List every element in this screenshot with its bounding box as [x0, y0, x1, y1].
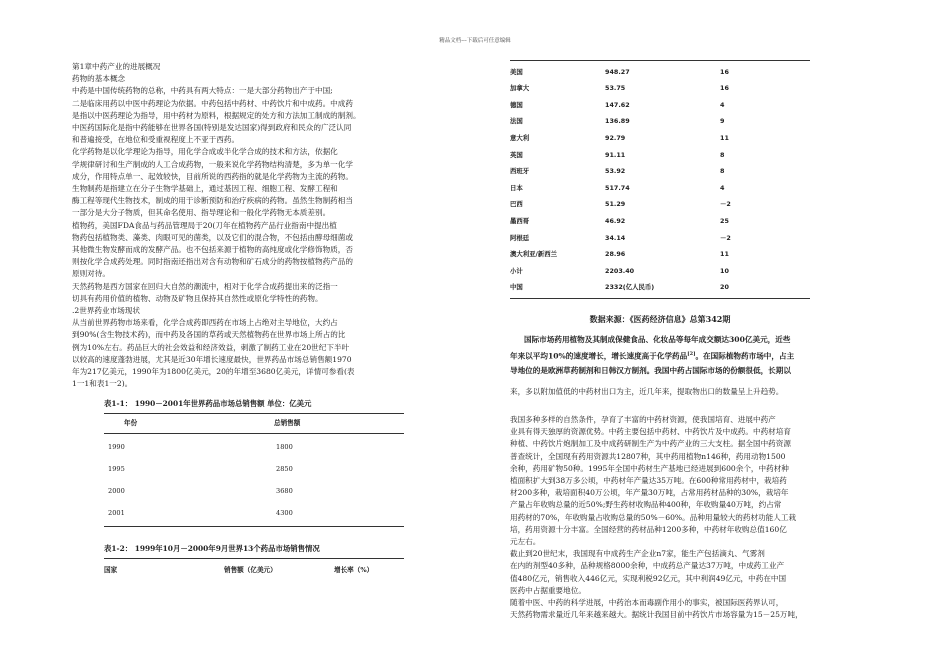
table-row	[510, 113, 810, 130]
table-cell: 法国	[510, 117, 523, 126]
section-title: 药物的基本概念	[72, 74, 126, 84]
bold-text-line: 国际市场药用植物及其制成保健食品、化妆品等每年成交额达300亿美元，近些	[524, 335, 791, 345]
table-cell: 9	[720, 117, 725, 126]
text-line: 种植、中药饮片炮制加工及中成药研制生产为中药产业的三大支柱。据全国中药资源	[510, 439, 791, 449]
table-cell: 517.74	[605, 183, 630, 192]
text-line: 到90%(含生物技术药)，而中药及各国的草药或天然植物药在世界市场上所占的比	[72, 330, 346, 340]
text-line: 随着中医、中药的科学进展，中药治本而毒副作用小的事实，被国际医药界认可，	[510, 598, 784, 608]
table-row	[510, 246, 810, 263]
table-cell: 2000	[108, 486, 125, 495]
citation: [2]	[687, 351, 696, 358]
text-line: 则按化学合成药处理。同时指南还指出对含有动物和矿石成分的药物按植物药产品的	[72, 257, 353, 267]
rule	[104, 413, 404, 414]
table-1-rows	[104, 436, 404, 524]
text-line: 来，多以附加值低的中药材出口为主，近几年来，提取物出口的数量呈上升趋势。	[510, 386, 784, 396]
table-cell: 948.27	[605, 67, 630, 76]
text-line: 物药包括植物类、藻类、肉眼可见的菌类，以及它们的混合物，不包括由酵母细菌或	[72, 232, 353, 242]
left-column	[72, 61, 462, 579]
table-cell: 136.89	[605, 117, 630, 126]
table-cell: 美国	[510, 67, 523, 76]
table-cell: 1995	[108, 464, 125, 473]
table-row	[510, 213, 810, 230]
text-line: 我国多种多样的自然条件，孕育了丰富的中药材资源，使我国培育、进展中药产	[510, 415, 776, 425]
table-cell: 2850	[276, 464, 293, 473]
column-header: 年份	[124, 419, 138, 428]
table-cell: 日本	[510, 183, 523, 192]
text-line: 材200多种，栽培面积40万公顷，年产量30万吨，占常用药材品种的30%，栽培年	[510, 488, 789, 498]
table-cell: 2001	[108, 508, 125, 517]
text-line: 截止到20世纪末，我国现有中成药生产企业n7家，能生产包括滴丸、气雾剂	[510, 549, 765, 559]
text-line: 植面积扩大到38万多公顷，中药材年产量达35万吨。在600种常用药材中，栽培药	[510, 476, 787, 486]
text-line: 原则对待。	[72, 269, 110, 279]
table-cell: 德国	[510, 100, 523, 109]
text-line: 普查统计，全国现有药用资源共12807种，其中药用植物n146种，药用动物1500	[510, 451, 786, 461]
table-cell: 25	[720, 216, 729, 225]
text-line: 天然药物是西方国家在回归大自然的潮流中，相对于化学合成药提出来的泛指一	[72, 281, 338, 291]
table-cell: 20	[720, 283, 729, 292]
text-line: 是指以中医药理论为指导，用中药材为原料，根据规定的处方和方法加工制成的制剂。	[72, 110, 361, 120]
body-paragraphs	[510, 414, 810, 621]
table-cell: 4	[720, 100, 725, 109]
column-header: 增长率（%）	[334, 565, 374, 574]
table-cell: 46.92	[605, 216, 626, 225]
text-line: 酶工程等现代生物技术，制成的用于诊断预防和治疗疾病的药物。虽然生物制药相当	[72, 196, 353, 206]
text-line: 植物药，美国FDA食品与药品管理局于20(刀年在植物药产品行业指南中提出植	[72, 220, 337, 230]
text-line: 1一1和表1一2)。	[72, 379, 133, 389]
rule	[510, 60, 810, 61]
table-cell: 11	[720, 250, 729, 259]
column-header: 销售额（亿美元）	[224, 565, 277, 574]
text-line: 中医药国际化是指中药能够在世界各国(特别是发达国家)得到政府和民众的广泛认同	[72, 123, 352, 133]
table-cell: 巴西	[510, 200, 523, 209]
table-cell: 加拿大	[510, 84, 530, 93]
text-line: 天然药物需求量近几年来越来越大。据统计我国目前中药饮片市场容量为15－25万吨，	[510, 610, 803, 620]
chapter-title: 第1章中药产业的进展概况	[72, 62, 161, 71]
data-source: 数据来源：《医药经济信息》总第342期	[589, 314, 731, 325]
table-2-caption: 表1-2： 1999年10月－2000年9月世界13个药品市场销售情况	[104, 544, 320, 554]
table-row	[510, 97, 810, 114]
table-cell: 51.29	[605, 200, 626, 209]
text-line: 医药中占据重要地位。	[510, 585, 586, 595]
table-cell: 中国	[510, 283, 523, 292]
table-cell: 西班牙	[510, 167, 530, 176]
table-row	[510, 130, 810, 147]
table-cell: 8	[720, 150, 725, 159]
table-cell: 53.75	[605, 84, 626, 93]
text-line: 成分，作用特点单一、起效较快，目前所说的西药指的就是化学药物为主流的药物。	[72, 171, 353, 181]
bold-text-line	[510, 347, 810, 364]
text-line: 值480亿元，销售收入446亿元，实现利税92亿元，其中利润49亿元，中药在中国	[510, 573, 787, 583]
text-line: 以较高的速度蓬勃进展，尤其是近30年增长速度最快，世界药品市场总销售额1970	[72, 354, 352, 364]
table-cell: 阿根廷	[510, 233, 530, 242]
text-line: 业具有得天独厚的资源优势。中药主要包括中药材、中药饮片及中成药。中药材培育	[510, 427, 791, 437]
table-row	[510, 63, 810, 80]
table-cell: 墨西哥	[510, 216, 530, 225]
table-cell: 92.79	[605, 133, 626, 142]
table-cell: 147.62	[605, 100, 630, 109]
table-2-header	[104, 561, 404, 579]
table-cell: －2	[720, 200, 731, 209]
rule	[104, 526, 404, 527]
text-line: 化学药物是以化学理论为指导，用化学合成或半化学合成的技术和方法，依据化	[72, 147, 338, 157]
text-line: 二是临床用药以中医中药理论为依据。中药包括中药材、中药饮片和中成药。中成药	[72, 98, 353, 108]
table-row	[510, 279, 810, 296]
table-cell: 34.14	[605, 233, 626, 242]
table-cell: 小计	[510, 266, 523, 275]
table-row	[510, 180, 810, 197]
table-1-caption: 表1-1： 1990－2001年世界药品市场总销售额 单位：亿美元	[104, 399, 312, 409]
table-cell: 1990	[108, 442, 125, 451]
table-cell: 10	[720, 266, 729, 275]
table-cell: 16	[720, 67, 729, 76]
text-line: 中药是中国传统药物的总称，中药具有两大特点：一是大部分药物出产于中国;	[72, 86, 333, 96]
text-line: 其他微生物发酵而成的发酵产品。也不包括来源于植物的高纯度或化学修饰物质，否	[72, 245, 353, 255]
rule	[510, 298, 810, 299]
country-table	[510, 63, 810, 295]
table-1-body	[104, 416, 404, 431]
table-header-row	[104, 561, 404, 579]
text-line: 在内的剂型40多种，品种规格8000余种，中成药总产量达37万吨，中成药工业产	[510, 561, 785, 571]
table-row	[104, 436, 404, 458]
table-cell: 2203.40	[605, 266, 635, 275]
table-2	[72, 543, 404, 579]
table-cell: 1800	[276, 442, 293, 451]
rule	[104, 558, 404, 559]
text-line: 从当前世界药物市场来看，化学合成药即西药在市场上占绝对主导地位，大约占	[72, 318, 338, 328]
text-line: 和普遍接受，在地位和受重视程度上不亚于西药。	[72, 135, 240, 145]
text-line: 生物制药是指建立在分子生物学基础上，通过基因工程、细胞工程、发酵工程和	[72, 184, 338, 194]
table-cell: 16	[720, 84, 729, 93]
text-line: 余种，药用矿物50种。1995年全国中药材生产基地已经进展到600余个，中药材种	[510, 463, 789, 473]
table-cell: 意大利	[510, 133, 530, 142]
text-line: 产量占年收购总量的近50%;野生药材收购品种400种，年收购量40万吨，约占常	[510, 500, 782, 510]
rule	[104, 433, 404, 434]
text-line: 用药材的70%，年收购量占收购总量的50%－60%。品种用量较大的药材功能人工栽	[510, 512, 797, 522]
table-cell: 英国	[510, 150, 523, 159]
text-line: 培，药用资源十分丰富。全国经营的药材品种1200多种，中药材年收购总值160亿	[510, 524, 787, 534]
table-row	[104, 458, 404, 480]
text-line: 学规律研讨和生产制成的人工合成药物，一般来说化学药物结构清楚，多为单一化学	[72, 159, 353, 169]
table-cell: 2332(亿人民币)	[605, 283, 655, 292]
table-cell: 53.92	[605, 167, 626, 176]
table-cell: －2	[720, 233, 731, 242]
text-run: 年来以平均10%的速度增长，增长速度高于化学药品	[510, 351, 688, 361]
bold-text-line: 导地位的是欧洲草药制剂和日韩汉方制剂。我国中药占国际市场的份额很低，长期以	[510, 365, 791, 375]
table-cell: 8	[720, 167, 725, 176]
table-row	[104, 502, 404, 524]
table-row	[510, 163, 810, 180]
table-row	[510, 146, 810, 163]
table-row	[510, 80, 810, 97]
table-cell: 4	[720, 183, 725, 192]
table-cell: 4300	[276, 508, 293, 517]
text-line: 元左右。	[510, 537, 541, 547]
table-row	[510, 263, 810, 280]
table-1	[72, 398, 404, 527]
table-row	[510, 196, 810, 213]
table-row	[510, 229, 810, 246]
page-header: 精品文档---下载后可任意编辑	[439, 38, 511, 44]
table-header-row	[104, 416, 404, 431]
column-header: 国家	[104, 565, 118, 574]
text-line: 例为10%左右。药品巨大的社会效益和经济效益，刺激了制药工业在20世纪下半叶	[72, 342, 350, 352]
table-cell: 11	[720, 133, 729, 142]
column-header: 总销售额	[274, 419, 301, 428]
text-line: 一部分是大分子物质，但其命名使用、指导理论和一般化学药物无本质差别。	[72, 208, 331, 218]
table-cell: 澳大利亚/新西兰	[510, 250, 558, 259]
text-line: 年为217亿美元，1990年为1800亿美元，20的年增至3680亿美元，详情可参看(表	[72, 367, 355, 377]
text-line: 切具有药用价值的植物、动物及矿物且保持其自然性或原化学特性的药物。	[72, 293, 323, 303]
table-cell: 28.96	[605, 250, 626, 259]
table-cell: 91.11	[605, 150, 626, 159]
text-run: 。在国际植物药市场中，占主	[695, 351, 795, 361]
table-cell: 3680	[276, 486, 293, 495]
section-heading: .2世界药业市场现状	[72, 306, 140, 316]
table-row	[104, 480, 404, 502]
right-column	[510, 60, 810, 621]
